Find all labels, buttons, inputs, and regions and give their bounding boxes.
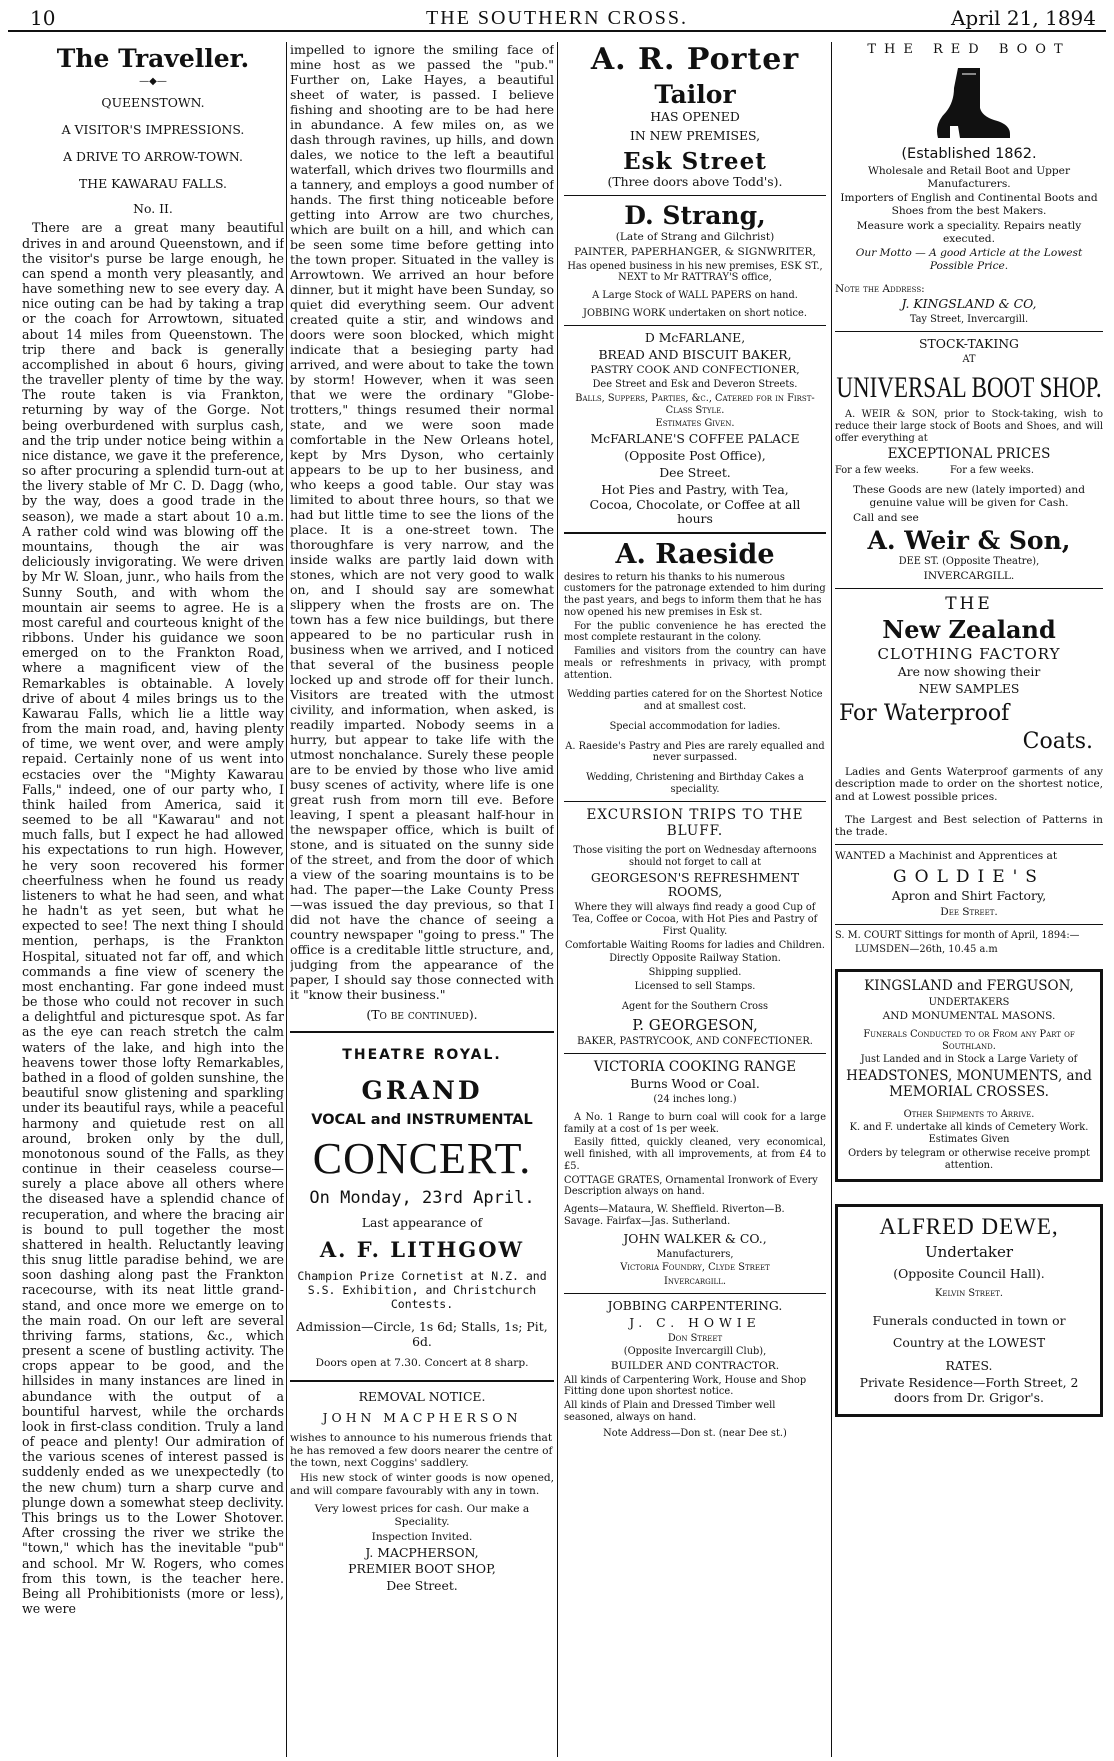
weir-line: AT — [962, 353, 976, 365]
admission-prices: Admission—Circle, 1s 6d; Stalls, 1s; Pit, 6d. — [296, 1318, 548, 1349]
kingsland-line: UNDERTAKERS — [928, 996, 1010, 1008]
kingsland-text: Just Landed and in Stock a Large Variety of — [860, 1054, 1078, 1066]
raeside-name: A. Raeside — [615, 539, 775, 571]
red-boot-heading: THE RED BOOT — [867, 42, 1071, 57]
court-text: LUMSDEN—26th, 10.45 a.m — [855, 943, 998, 955]
weir-text: These Goods are new (lately imported) and genuine value will be given for Cash. — [852, 484, 1086, 510]
subheading: QUEENSTOWN. — [101, 95, 205, 110]
dewe-line: Funerals conducted in town or — [872, 1312, 1066, 1328]
column-rule — [831, 42, 832, 1757]
weir-text: For a few weeks. For a few weeks. — [835, 464, 1034, 476]
strang-line: A Large Stock of WALL PAPERS on hand. — [592, 290, 798, 302]
porter-street: Esk Street — [623, 147, 767, 175]
concert-heading: CONCERT. — [312, 1134, 532, 1184]
strang-ad — [564, 201, 826, 319]
subheading: A VISITOR'S IMPRESSIONS. — [61, 121, 245, 137]
excursion-ad — [564, 807, 826, 1048]
howie-line: Note Address—Don st. (near Dee st.) — [603, 1427, 787, 1439]
column-1 — [22, 42, 284, 1757]
mcfarlane-line: Hot Pies and Pastry, with Tea, Cocoa, Chocolate, or Coffee at all hours — [589, 481, 801, 527]
universal-boot-shop: UNIVERSAL BOOT SHOP. — [836, 370, 1102, 404]
strang-line: JOBBING WORK undertaken on short notice. — [583, 307, 807, 319]
howie-name: J. C. HOWIE — [629, 1314, 761, 1330]
howie-heading: JOBBING CARPENTERING. — [607, 1297, 783, 1313]
goldie-line: Dee Street. — [940, 906, 998, 919]
last-appearance: Last appearance of — [361, 1215, 483, 1231]
raeside-text: Special accommodation for ladies. — [609, 720, 781, 732]
mcfarlane-line: Estimates Given. — [655, 418, 735, 430]
kingsland-company: J. KINGSLAND & CO, — [901, 296, 1037, 312]
macpherson-text: Very lowest prices for cash. Our make a Speciality. — [314, 1503, 530, 1529]
victoria-line: Victoria Foundry, Clyde Street — [620, 1262, 770, 1274]
nz-clothing-ad — [835, 594, 1103, 839]
victoria-line: Manufacturers, — [656, 1248, 734, 1260]
kingsland-text: Funerals Conducted to or From any Part of Southland. — [863, 1028, 1075, 1052]
red-boot-address: Tay Street, Invercargill. — [909, 314, 1029, 326]
weir-ad — [835, 337, 1103, 583]
red-boot-motto: Our Motto — A good Article at the Lowest Possible Price. — [855, 247, 1083, 272]
court-notice — [835, 930, 1103, 956]
victoria-text: COTTAGE GRATES, Ornamental Ironwork of Every Description always on hand. — [564, 1174, 818, 1198]
victoria-line: Burns Wood or Coal. — [630, 1076, 760, 1092]
dewe-ad — [835, 1204, 1103, 1417]
dewe-line: Country at the LOWEST — [892, 1335, 1046, 1351]
dewe-line: Undertaker — [924, 1242, 1014, 1261]
grand-heading: GRAND — [361, 1075, 483, 1105]
nz-line: NEW SAMPLES — [918, 680, 1020, 696]
excursion-text: Comfortable Waiting Rooms for ladies and Children. — [565, 939, 825, 951]
raeside-text: Families and visitors from the country can have meals or refreshments in privacy, with prompt attention. — [564, 646, 826, 681]
weir-text: Call and see — [853, 511, 919, 524]
victoria-line: Invercargill. — [664, 1276, 726, 1288]
red-boot-text: Wholesale and Retail Boot and Upper Manufacturers. — [867, 164, 1071, 190]
subheading: A DRIVE TO ARROW-TOWN. — [63, 148, 243, 164]
mcfarlane-line: Dee Street. — [659, 464, 731, 480]
red-boot-text: Note the Address: — [835, 282, 925, 295]
macpherson-text: Inspection Invited. — [371, 1530, 473, 1543]
excursion-text: BAKER, PASTRYCOOK, AND CONFECTIONER. — [577, 1036, 813, 1048]
mcfarlane-line: Balls, Suppers, Parties, &c., Catered for in First-Class Style. — [575, 392, 815, 416]
dewe-name: ALFRED DEWE, — [879, 1214, 1059, 1240]
column-3 — [564, 42, 826, 1757]
howie-text: All kinds of Plain and Dressed Timber well seasoned, always on hand. — [564, 1400, 776, 1423]
weir-exceptional: EXCEPTIONAL PRICES — [887, 446, 1051, 463]
excursion-text: Those visiting the port on Wednesday afternoons should not forget to call at — [573, 845, 817, 868]
goldie-ad — [835, 850, 1103, 919]
excursion-rooms: GEORGESON'S REFRESHMENT ROOMS, — [590, 869, 800, 900]
macpherson-text: His new stock of winter goods is now opened, and will compare favourably with any in town. — [290, 1472, 554, 1497]
porter-name: A. R. Porter — [590, 42, 800, 77]
porter-trade: Tailor — [654, 80, 736, 109]
kingsland-line: AND MONUMENTAL MASONS. — [882, 1010, 1056, 1023]
excursion-text: Directly Opposite Railway Station. — [609, 953, 781, 965]
macpherson-street: Dee Street. — [386, 1578, 458, 1594]
weir-text: A. WEIR & SON, prior to Stock-taking, wish to reduce their large stock of Boots and Shoes, and will offer everything at — [835, 409, 1103, 444]
excursion-text: Licensed to sell Stamps. — [634, 980, 756, 992]
nz-line: CLOTHING FACTORY — [877, 645, 1061, 664]
established-line: (Established 1862. — [901, 145, 1037, 162]
page-number: 10 — [30, 6, 56, 30]
concert-subtitle: VOCAL and INSTRUMENTAL — [311, 1111, 533, 1128]
goldie-name: GOLDIE'S — [893, 866, 1045, 887]
goldie-text: WANTED a Machinist and Apprentices at — [835, 850, 1058, 863]
removal-heading: REMOVAL NOTICE. — [358, 1389, 486, 1405]
nz-line: Are now showing their — [897, 664, 1041, 680]
nz-text: The Largest and Best selection of Patterns in the trade. — [835, 813, 1103, 839]
excursion-heading: EXCURSION TRIPS TO THE BLUFF. — [586, 806, 804, 839]
strang-name: D. Strang, — [624, 201, 766, 231]
court-text: S. M. COURT Sittings for month of April, 1894:— — [835, 929, 1080, 941]
mcfarlane-line: BREAD AND BISCUIT BAKER, — [598, 346, 792, 362]
kingsland-text: HEADSTONES, MONUMENTS, and MEMORIAL CROSSES. — [846, 1068, 1092, 1101]
red-boot-text: Importers of English and Continental Boots and Shoes from the best Makers. — [840, 192, 1098, 218]
mcfarlane-line: (Opposite Post Office), — [624, 447, 766, 463]
macpherson-ad — [290, 1390, 554, 1594]
kingsland-ferguson-ad — [835, 969, 1103, 1182]
subheading: THE KAWARAU FALLS. — [79, 175, 227, 191]
macpherson-signature: J. MACPHERSON, — [365, 1544, 479, 1560]
dewe-line: RATES. — [945, 1358, 993, 1374]
mcfarlane-name: D McFARLANE, — [644, 329, 746, 345]
macpherson-name: JOHN MACPHERSON — [322, 1410, 522, 1426]
howie-line: (Opposite Invercargill Club), — [623, 1346, 767, 1358]
red-boot-text: Measure work a speciality. Repairs neatly executed. — [856, 219, 1082, 245]
theatre-ad — [290, 1047, 554, 1370]
artist-name: A. F. LITHGOW — [319, 1237, 525, 1263]
porter-line: (Three doors above Todd's). — [607, 174, 783, 190]
artist-description: Champion Prize Cornetist at N.Z. and S.S. Exhibition, and Christchurch Contests. — [297, 1269, 547, 1311]
macpherson-text: wishes to announce to his numerous friends that he has removed a few doors nearer the centre of the town, next Coggins' saddlery. — [290, 1431, 553, 1470]
column-rule — [286, 42, 287, 1757]
raeside-text: For the public convenience he has erected the most complete restaurant in the colony. — [564, 620, 826, 644]
porter-ad — [564, 42, 826, 190]
article-title: The Traveller. — [56, 44, 250, 73]
mcfarlane-line: PASTRY COOK AND CONFECTIONER, — [590, 364, 800, 377]
strang-line: Has opened business in his new premises, ESK ST., NEXT to Mr RATTRAY'S office, — [567, 260, 823, 284]
strang-line: PAINTER, PAPERHANGER, & SIGNWRITER, — [574, 245, 816, 258]
door-times: Doors open at 7.30. Concert at 8 sharp. — [315, 1357, 529, 1370]
kingsland-text: K. and F. undertake all kinds of Cemetery Work. Estimates Given — [849, 1122, 1089, 1146]
dewe-line: Private Residence—Forth Street, 2 doors from Dr. Grigor's. — [859, 1375, 1079, 1406]
victoria-line: (24 inches long.) — [653, 1094, 737, 1106]
dewe-line: Kelvin Street. — [935, 1287, 1003, 1299]
mcfarlane-line: McFARLANE'S COFFEE PALACE — [590, 431, 800, 447]
porter-line: HAS OPENED — [650, 109, 740, 124]
mcfarlane-line: Dee Street and Esk and Deveron Streets. — [592, 379, 798, 391]
nz-text: Ladies and Gents Waterproof garments of any description made to order on the shortest notice, and at Lowest possible prices. — [835, 765, 1103, 804]
part-number: No. II. — [133, 200, 173, 216]
red-boot-ad — [835, 42, 1103, 326]
raeside-text: desires to return his thanks to his numerous customers for the patronage extended to him during the past years, and begs to inform them that he has now opened his new premises in Esk st. — [564, 571, 826, 618]
article-body: There are a great many beautiful drives in and around Queenstown, and if the visitor's purse be large enough, he can spend a month very pleasantly, and have something new to see every day. A nice outing can be had by taking a trap or the coach for Arrowtown, situated about 14 miles from Queenstown. The trip there and back is generally accomplished in about 6 hours, giving the traveller plenty of time by the way. The route taken is via Frankton, returning by way of the Gorge. Not being overburdened with surplus cash, and the trip under notice being within a nice distance, we gave it the preference, so after procuring a splendid turn-out at the livery stable of Mr C. D. Dagg (who, by the way, does a good trade in the season), we made a start about 10 a.m. A rather cold wind was blowing off the mountains, though the air was deliciously invigorating. We were driven by Mr W. Sloan, junr., who hails from the Sunny South, and with whom the mountain air seems to agree. He is a most careful and courteous knight of the ribbons. Under his guidance we soon emerged on to the Frankton Road, where a magnificent view of the Remarkables is obtainable. A lovely drive of about 4 miles brings us to the Kawarau Falls, which lie a little way from the main road, and, having plenty of time, we went over, and were amply repaid. Certainly none of us went into ecstacies over the "Mighty Kawarau Falls," indeed, one of our party who, I think hailed from America, said it seemed to be all "Kawarau" and not much falls, but I expect he had allowed his expectations to run high. However, he very soon recovered his former cheerfulness when he found us ready listeners to what he had seen, and what he hadn't as yet seen, but what he expected to see! The next thing I should mention, perhaps, is the Frankton Hospital, situated not far off, and which commands a fine view of scenery the most enchanting. Far gone indeed must be those who could not recover in such a delightful and picturesque spot. As far as the eye can reach stretch the calm waters of the lake, and high into the heavens tower those lofty Remarkables, bathed in a flood of golden sunshine, the beautiful snow glistening and sparkling under its beautiful rays, while a peaceful harmony and quietude rest on all around, broken only by the dull, monotonous sound of the Falls, as they continue in their ceaseless course—surely a place above all others where the diseased have a splendid chance of recuperation, and where the bracing air is bound to pull together the most shattered in health. Reluctantly leaving this snug little paradise behind, we are soon dashing along past the Frankton racecourse, with its neat little grand-stand, and once more we emerge on to the main road. On our left are several thriving farms, stations, &c., which present a scene of bustling activity. The crops appear to be good, and the hillsides in many instances are lined in abundance with the output of a bountiful harvest, while the orchards look in first-class condition. Truly a land of peace and plenty! Our admiration of the various scenes of interest passed is suddenly ended as we unexpectedly (to the new chum) turn a sharp curve and plunge down a somewhat steep declivity. This brings us to the Lower Shotover. After crossing the river we strike the "town," which has the inevitable "pub" and school. Mr W. Rogers, who comes from this town, is the teacher here. Being all Prohibitionists (more or less), we were — [22, 220, 284, 1617]
nz-line: THE — [945, 593, 993, 614]
article-body-continued: impelled to ignore the smiling face of mine host as we passed the "pub." Further on, Lake Hayes, a beautiful sheet of water, is passed. I believe fishing and shooting are to be had here in abundance. A few miles on, as we dash through ravines, up hills, and down dales, we notice to the left a beautiful waterfall, which drives two flourmills and a tannery, and employs a good number of hands. The first thing noticeable before getting into Arrow are two churches, which are built on a hill, and which can be seen some time before getting into the town proper. Situated in the valley is Arrowtown. We arrived an hour before dinner, but it might have been Sunday, so quiet did everything seem. Our advent created quite a stir, and windows and doors were soon blocked, which might indicate that a besieging party had arrived, and were about to take the town by storm! However, when it was seen that we were the ordinary "Globe-trotters," things resumed their normal state, and we were soon made comfortable in the New Orleans hotel, kept by Mrs Dyson, who certainly appears to be up to her business, and who keeps a good table. Our stay was limited to about three hours, so that we had but little time to see the lions of the place. It is a one-street town. The thoroughfare is very narrow, and the inside walks are partly laid down with stones, which are not very good to walk on, and I should say are somewhat slippery when the frosts are on. The town has a few nice buildings, but there appeared to be no particular rush in business when we arrived, and I noticed that several of the business people locked up and strode off for their lunch. Visitors are treated with the utmost civility, and information, when asked, is readily imparted. Nobody seems in a hurry, but appear to take life with the utmost nonchalance. Surely these people are to be envied by those who live amid busy scenes of activity, where life is one great rush from morn till eve. Before leaving, I spent a pleasant half-hour in the newspaper office, which is built of stone, and is situated on the sunny side of the street, and from the door of which a view of the soaring mountains is to be had. The paper—the Lake County Press—was issued the day previous, so that I did not have the chance of seeing a country newspaper "going to press." The office is a creditable little structure, and, judging from the appearance of the paper, I should say those connected with it "know their business." — [290, 42, 554, 1002]
walker-name: JOHN WALKER & CO., — [623, 1230, 767, 1246]
newspaper-title: THE SOUTHERN CROSS. — [426, 7, 688, 29]
issue-date: April 21, 1894 — [950, 6, 1096, 30]
strang-line: (Late of Strang and Gilchrist) — [615, 231, 775, 244]
kingsland-text: Other Shipments to Arrive. — [903, 1108, 1035, 1120]
nz-name: New Zealand — [882, 615, 1056, 645]
concert-date: On Monday, 23rd April. — [309, 1187, 535, 1208]
victoria-heading: VICTORIA COOKING RANGE — [593, 1059, 797, 1076]
column-rule — [557, 42, 558, 1757]
howie-line: BUILDER AND CONTRACTOR. — [610, 1360, 780, 1373]
kingsland-heading: KINGSLAND and FERGUSON, — [864, 978, 1074, 995]
raeside-text: Wedding parties catered for on the Shortest Notice and at smallest cost. — [567, 689, 823, 713]
mcfarlane-ad — [564, 331, 826, 528]
kingsland-text: Orders by telegram or otherwise receive prompt attention. — [848, 1147, 1090, 1171]
georgeson-name: P. GEORGESON, — [632, 1016, 758, 1035]
ornament: —◆— — [139, 76, 167, 87]
raeside-text: Wedding, Christening and Birthday Cakes a speciality. — [586, 772, 804, 795]
weir-line: DEE ST. (Opposite Theatre), — [898, 556, 1040, 568]
porter-line: IN NEW PREMISES, — [629, 127, 761, 143]
theatre-name: THEATRE ROYAL. — [342, 1046, 502, 1063]
column-4 — [835, 42, 1103, 1757]
howie-ad — [564, 1299, 826, 1440]
victoria-text: Easily fitted, quickly cleaned, very economical, well finished, with all improvements, at from £4 to £5. — [564, 1137, 826, 1172]
raeside-ad — [564, 539, 826, 795]
column-2 — [290, 42, 554, 1757]
weir-line: STOCK-TAKING — [919, 335, 1019, 351]
masthead — [8, 6, 1106, 32]
weir-line: INVERCARGILL. — [923, 570, 1015, 583]
victoria-text: A No. 1 Range to burn coal will cook for a large family at a cost of 1s per week. — [564, 1111, 826, 1135]
victoria-ad — [564, 1059, 826, 1288]
excursion-text: Agent for the Southern Cross — [621, 1000, 769, 1012]
nz-line: Coats. — [1022, 729, 1093, 755]
continued-note: (To be continued). — [366, 1007, 478, 1022]
howie-text: All kinds of Carpentering Work, House and Shop Fitting done upon shortest notice. — [564, 1374, 807, 1398]
goldie-line: Apron and Shirt Factory, — [891, 888, 1047, 904]
excursion-text: Where they will always find ready a good Cup of Tea, Coffee or Cocoa, with Hot Pies and Pastry of First Quality. — [572, 902, 818, 937]
macpherson-shop: PREMIER BOOT SHOP, — [348, 1561, 496, 1577]
boot-icon — [924, 64, 1014, 144]
victoria-text: Agents—Mataura, W. Sheffield. Riverton—B. Savage. Fairfax—Jas. Sutherland. — [564, 1204, 785, 1227]
raeside-text: A. Raeside's Pastry and Pies are rarely equalled and never surpassed. — [565, 740, 825, 764]
excursion-text: Shipping supplied. — [648, 967, 742, 979]
howie-line: Don Street — [667, 1332, 723, 1344]
weir-name: A. Weir & Son, — [867, 526, 1071, 556]
nz-line: For Waterproof — [839, 700, 1010, 726]
dewe-line: (Opposite Council Hall). — [893, 1265, 1045, 1281]
